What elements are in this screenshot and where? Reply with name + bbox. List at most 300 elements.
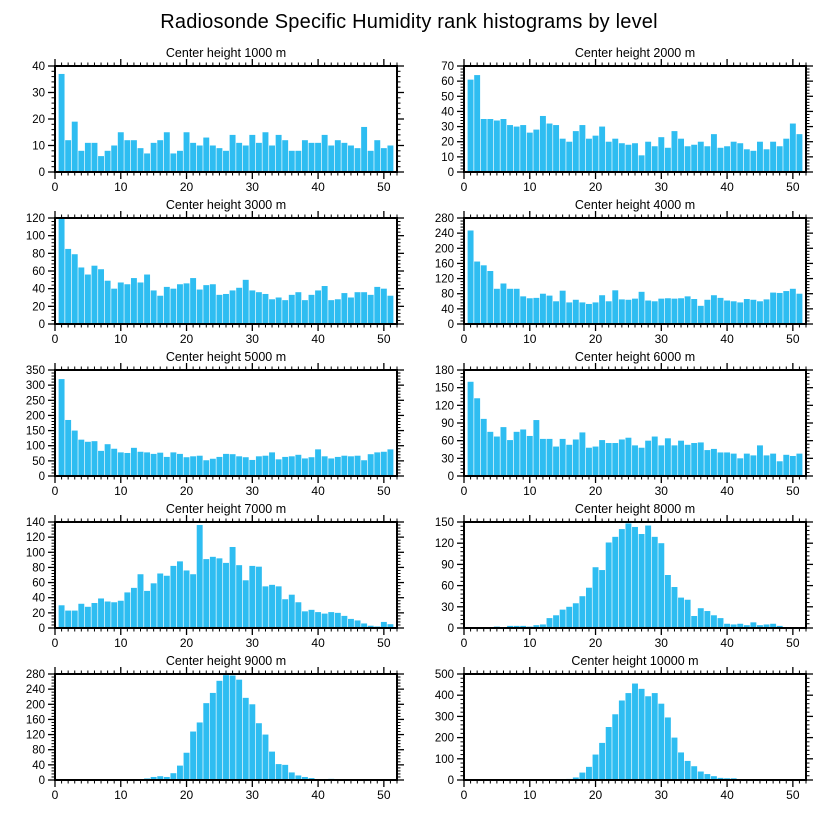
bars-group (494, 523, 783, 628)
bar (606, 142, 612, 172)
y-tick-label: 40 (441, 303, 454, 316)
bar (230, 135, 236, 172)
bar (65, 140, 71, 172)
y-tick-label: 140 (25, 517, 45, 529)
x-tick-label: 10 (523, 788, 537, 802)
bar (236, 565, 242, 628)
bar (599, 743, 605, 780)
y-tick-label: 350 (25, 365, 45, 377)
bar (579, 125, 585, 172)
y-tick-label: 40 (32, 759, 45, 772)
bar (672, 131, 678, 172)
x-tick-labels (52, 788, 391, 802)
bar (78, 440, 84, 476)
bar (263, 456, 269, 476)
y-tick-label: 100 (25, 547, 45, 560)
bar (586, 304, 592, 324)
bar (387, 296, 393, 324)
bar (487, 271, 493, 324)
panel-title: Center height 2000 m (574, 46, 696, 60)
bar (59, 74, 65, 172)
bar (341, 293, 347, 324)
bar (704, 450, 710, 476)
bar (698, 608, 704, 628)
bar (302, 300, 308, 324)
bar (118, 452, 124, 476)
bar (138, 282, 144, 324)
bar (527, 298, 533, 324)
bar (481, 419, 487, 476)
y-tick-label: 40 (32, 283, 45, 296)
panel-svg (409, 196, 818, 348)
bar (481, 119, 487, 172)
bar (527, 133, 533, 172)
bar (322, 135, 328, 172)
histogram-panel-1 (0, 44, 409, 196)
bar (494, 437, 500, 476)
bar (295, 292, 301, 324)
bar (527, 436, 533, 476)
bar (190, 278, 196, 324)
bar (256, 292, 262, 324)
bar (501, 283, 507, 324)
bar (685, 600, 691, 628)
y-tick-label: 60 (441, 580, 454, 593)
y-tick-label: 120 (434, 538, 454, 551)
x-tick-labels (461, 636, 800, 650)
y-tick-label: 20 (32, 607, 45, 620)
y-tick-label: 20 (441, 136, 454, 149)
x-minor-ticks (471, 671, 806, 784)
bar (190, 456, 196, 476)
bar (652, 301, 658, 324)
panel-svg (0, 196, 409, 348)
bar (138, 574, 144, 628)
bar (625, 145, 631, 172)
bar (619, 701, 625, 781)
bars-group (59, 218, 394, 324)
bar (98, 451, 104, 476)
bar (177, 561, 183, 628)
bar (750, 455, 756, 476)
bar (170, 566, 176, 628)
bar (487, 119, 493, 172)
bar (124, 453, 130, 476)
bar (704, 146, 710, 172)
bar (210, 284, 216, 324)
bar (507, 125, 513, 172)
bar (553, 301, 559, 324)
bar (652, 537, 658, 628)
bar (625, 300, 631, 324)
bar (494, 121, 500, 172)
x-tick-label: 30 (654, 484, 668, 498)
y-tick-labels (435, 365, 454, 483)
bar (381, 148, 387, 172)
bar (131, 278, 137, 324)
bar (612, 714, 618, 780)
bar (625, 438, 631, 476)
bar (282, 140, 288, 172)
bar (144, 452, 150, 476)
bar (170, 289, 176, 324)
bar (553, 447, 559, 476)
bar (783, 291, 789, 324)
bar (315, 612, 321, 628)
bar (289, 595, 295, 628)
y-tick-labels (26, 213, 45, 331)
bar (566, 142, 572, 172)
bar (216, 457, 222, 476)
bar (593, 755, 599, 780)
x-tick-label: 0 (460, 484, 468, 498)
panel-svg (0, 500, 409, 652)
bar (685, 445, 691, 476)
bar (164, 576, 170, 628)
bar (184, 570, 190, 628)
bar (374, 140, 380, 172)
bar (737, 143, 743, 172)
y-tick-label: 70 (441, 61, 454, 73)
y-tick-label: 20 (32, 114, 45, 126)
bar (579, 773, 585, 780)
bar (652, 693, 658, 780)
bar (632, 143, 638, 172)
bar (368, 295, 374, 324)
bar (533, 298, 539, 324)
bar (625, 523, 631, 628)
bar (724, 301, 730, 324)
bar (645, 441, 651, 476)
bar (691, 145, 697, 172)
x-minor-ticks (62, 671, 397, 784)
bar (151, 143, 157, 172)
bar (177, 151, 183, 172)
x-tick-label: 50 (377, 788, 391, 802)
bar (223, 151, 229, 172)
bar (619, 529, 625, 628)
y-tick-label: 240 (434, 228, 454, 241)
bar (507, 289, 513, 324)
bar (197, 290, 203, 324)
bar (144, 275, 150, 324)
bar (711, 295, 717, 324)
panel-title: Center height 7000 m (165, 502, 287, 516)
bar (138, 452, 144, 476)
bars-group (59, 379, 394, 476)
y-tick-label: 150 (434, 382, 454, 395)
bars-group (59, 525, 394, 628)
x-tick-label: 50 (377, 180, 391, 194)
bar (203, 703, 209, 780)
bar (579, 432, 585, 476)
x-tick-labels (461, 180, 800, 194)
y-tick-label: 120 (25, 213, 45, 225)
x-tick-label: 10 (523, 332, 537, 346)
bar (619, 299, 625, 324)
bar (157, 140, 163, 172)
bar (177, 454, 183, 476)
y-tick-label: 200 (25, 410, 45, 423)
y-tick-label: 0 (38, 319, 45, 331)
bar (665, 148, 671, 172)
bar (619, 143, 625, 172)
panel-svg (0, 348, 409, 500)
y-tick-label: 500 (434, 669, 454, 681)
y-tick-label: 90 (441, 559, 454, 572)
bar (718, 618, 724, 628)
bar (691, 443, 697, 476)
bar (144, 153, 150, 172)
bar (783, 139, 789, 172)
bar (599, 295, 605, 324)
bar (289, 295, 295, 324)
bar (645, 142, 651, 172)
bar (355, 292, 361, 324)
bar (282, 599, 288, 628)
bar (665, 717, 671, 780)
y-tick-label: 30 (441, 121, 454, 134)
bar (599, 570, 605, 628)
bar (560, 610, 566, 628)
x-tick-label: 40 (311, 788, 325, 802)
x-tick-label: 40 (720, 180, 734, 194)
bar (547, 439, 553, 476)
x-tick-label: 40 (311, 484, 325, 498)
bar (59, 218, 65, 324)
y-tick-label: 0 (38, 471, 45, 483)
bar (118, 282, 124, 324)
x-tick-label: 10 (523, 636, 537, 650)
bar (170, 153, 176, 172)
x-tick-label: 40 (311, 332, 325, 346)
x-tick-label: 50 (786, 788, 800, 802)
bar (698, 772, 704, 780)
bar (718, 148, 724, 172)
bar (348, 619, 354, 628)
bar (540, 439, 546, 476)
y-tick-label: 240 (25, 684, 45, 697)
bar (606, 301, 612, 324)
bar (249, 460, 255, 476)
x-tick-label: 20 (179, 180, 194, 194)
bar (177, 284, 183, 324)
bar (78, 604, 84, 628)
histogram-panel-4 (409, 196, 818, 348)
bar (711, 615, 717, 628)
bars-group (468, 382, 803, 476)
bar (111, 449, 117, 476)
bar (151, 290, 157, 324)
figure-header (0, 0, 818, 44)
bar (514, 432, 520, 476)
y-tick-label: 30 (32, 87, 45, 100)
bar (368, 151, 374, 172)
bar (105, 602, 111, 629)
bar (593, 447, 599, 476)
bar (764, 455, 770, 476)
bar (295, 602, 301, 628)
panel-svg (409, 652, 818, 804)
bar (691, 766, 697, 780)
panel-title: Center height 6000 m (574, 350, 696, 364)
bar (501, 427, 507, 476)
x-tick-label: 30 (245, 636, 259, 650)
bar (322, 614, 328, 628)
bar (579, 596, 585, 628)
bar (289, 151, 295, 172)
bar (328, 612, 334, 628)
bar (566, 302, 572, 324)
bar (138, 148, 144, 172)
bar (197, 525, 203, 628)
x-tick-labels (52, 636, 391, 650)
bar (540, 116, 546, 172)
y-tick-label: 180 (434, 365, 454, 377)
y-tick-label: 60 (32, 266, 45, 278)
y-tick-label: 300 (25, 380, 45, 393)
bar (665, 438, 671, 476)
x-tick-label: 10 (523, 180, 537, 194)
bar (335, 140, 341, 172)
bar (243, 698, 249, 780)
x-tick-label: 20 (588, 636, 603, 650)
histogram-panel-10 (409, 652, 818, 804)
bar (249, 135, 255, 172)
bar (750, 151, 756, 172)
bar (230, 547, 236, 628)
bar (65, 420, 71, 476)
bar (381, 289, 387, 324)
x-tick-label: 50 (377, 484, 391, 498)
y-tick-label: 120 (434, 273, 454, 286)
x-tick-labels (461, 332, 800, 346)
bar (348, 456, 354, 476)
bar (560, 439, 566, 476)
bar (164, 457, 170, 476)
y-tick-label: 60 (441, 435, 454, 448)
bar (131, 448, 137, 476)
x-tick-label: 0 (51, 180, 59, 194)
histogram-panel-3 (0, 196, 409, 348)
bar (282, 300, 288, 324)
bars-group (553, 684, 736, 780)
panel-title: Center height 5000 m (165, 350, 287, 364)
x-tick-label: 20 (179, 788, 194, 802)
y-tick-label: 30 (441, 453, 454, 466)
bar (85, 607, 91, 628)
bar (665, 298, 671, 324)
y-tick-label: 50 (32, 455, 45, 468)
bar (474, 75, 480, 172)
bars-group (468, 75, 803, 172)
y-tick-label: 40 (441, 106, 454, 119)
x-tick-label: 40 (720, 484, 734, 498)
y-tick-label: 120 (25, 532, 45, 545)
bar (322, 286, 328, 324)
bar (573, 131, 579, 172)
y-tick-labels (435, 213, 454, 331)
bar (514, 127, 520, 172)
bar (718, 298, 724, 324)
bar (731, 142, 737, 172)
y-tick-labels (26, 517, 45, 635)
bar (151, 583, 157, 628)
y-tick-label: 150 (434, 517, 454, 529)
bar (777, 146, 783, 172)
bar (658, 299, 664, 324)
bar (309, 457, 315, 476)
bar (105, 444, 111, 476)
x-tick-label: 10 (114, 180, 128, 194)
y-tick-label: 250 (25, 395, 45, 408)
y-tick-label: 100 (434, 753, 454, 766)
bar (553, 125, 559, 172)
bar (658, 137, 664, 172)
x-tick-label: 0 (51, 484, 59, 498)
x-tick-labels (52, 332, 391, 346)
bar (698, 142, 704, 172)
bar (295, 455, 301, 476)
bar (131, 140, 137, 172)
bar (757, 445, 763, 476)
bars-group (59, 74, 394, 172)
bar (612, 537, 618, 628)
bar (210, 146, 216, 173)
bar (652, 146, 658, 172)
bar (599, 127, 605, 172)
bar (269, 752, 275, 780)
x-tick-label: 50 (377, 636, 391, 650)
bar (131, 588, 137, 628)
bar (368, 454, 374, 476)
bar (639, 534, 645, 628)
bar (639, 292, 645, 324)
bar (105, 281, 111, 324)
bar (203, 285, 209, 324)
bar (685, 146, 691, 172)
bar (328, 458, 334, 476)
panel-title: Center height 4000 m (574, 198, 696, 212)
y-tick-label: 50 (441, 91, 454, 104)
y-tick-label: 400 (434, 690, 454, 703)
x-tick-label: 40 (311, 180, 325, 194)
bar (678, 752, 684, 780)
x-tick-labels (461, 788, 800, 802)
bar (355, 148, 361, 172)
bar (223, 294, 229, 324)
bar (243, 280, 249, 324)
y-tick-labels (435, 517, 454, 635)
bar (612, 290, 618, 324)
bar (230, 676, 236, 780)
bar (764, 299, 770, 324)
bar (269, 452, 275, 476)
bar (691, 299, 697, 324)
bar (243, 457, 249, 476)
histogram-panel-5 (0, 348, 409, 500)
bar (243, 146, 249, 173)
bar (184, 753, 190, 780)
bar (474, 398, 480, 476)
x-tick-label: 20 (588, 180, 603, 194)
bar (547, 124, 553, 172)
bar (724, 146, 730, 172)
bar (197, 722, 203, 780)
bar (586, 767, 592, 780)
bar (672, 299, 678, 324)
y-tick-label: 0 (38, 775, 45, 787)
